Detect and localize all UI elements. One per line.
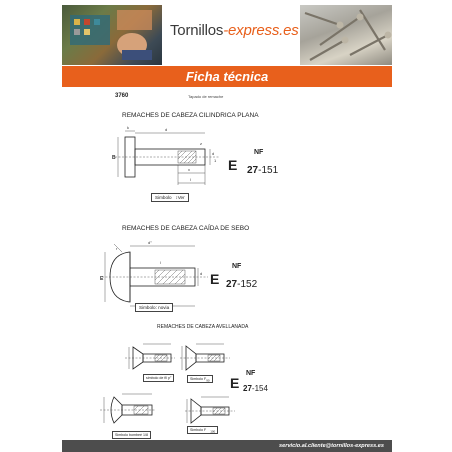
nf-label-1: NF	[254, 149, 264, 156]
symbol-box-1	[151, 186, 189, 204]
standard-num-2: 27	[226, 279, 238, 290]
standard-3	[243, 378, 268, 396]
symbol-box-3c	[112, 423, 151, 441]
symbol-label-1: Simbolo	[155, 195, 172, 200]
brand-name: Tornillos	[170, 22, 224, 39]
photo-tools	[62, 5, 162, 65]
svg-text:E: E	[100, 276, 104, 282]
standard-suffix-2: -152	[237, 279, 258, 290]
nf-label-3: NF	[246, 370, 256, 377]
svg-text:d°: d°	[148, 240, 152, 245]
svg-text:d: d	[165, 127, 168, 132]
standard-suffix-1: -151	[258, 165, 279, 176]
symbol-label-3b: Simbolo F	[190, 377, 207, 381]
e-label-1: E	[228, 157, 238, 173]
svg-text:k: k	[127, 125, 129, 130]
photo-screws	[300, 5, 392, 65]
svg-text:l: l	[160, 260, 161, 265]
standard-1	[247, 160, 278, 178]
banner-title: Ficha técnica	[185, 69, 269, 84]
svg-text:d: d	[212, 151, 215, 156]
svg-text:r: r	[116, 246, 118, 251]
symbol-value-1: ↕Ver	[175, 195, 185, 200]
standard-num-3: 27	[243, 384, 252, 393]
nf-label-2: NF	[232, 263, 242, 270]
svg-text:B: B	[112, 155, 116, 161]
symbol-sub-3b: 90	[206, 378, 210, 383]
brand-logo[interactable]	[170, 22, 299, 39]
standard-num-1: 27	[247, 165, 259, 176]
symbol-sub-3d: 100	[210, 429, 216, 434]
symbol-label-3c: Simbolo bombeé 1/8	[112, 431, 151, 439]
symbol-box-3d	[187, 418, 218, 436]
footer-email-link[interactable]: servicio.al.cliente@tornillos-express.es	[279, 443, 384, 449]
section-title-2: REMACHES DE CABEZA CAÍDA DE SEBO	[122, 225, 250, 232]
svg-text:1: 1	[214, 158, 217, 163]
symbol-label-2: Simbolo: novia	[135, 303, 173, 312]
e-label-2: E	[210, 271, 220, 287]
brand-domain: -express.es	[223, 22, 299, 39]
standard-2	[226, 274, 257, 292]
symbol-box-3b	[187, 367, 213, 385]
svg-text:x: x	[188, 167, 190, 172]
section-title-1: REMACHES DE CABEZA CILINDRICA PLANA	[122, 112, 259, 119]
symbol-box-3a	[143, 366, 174, 384]
diagram-cylindrical-head-rivet	[110, 125, 230, 195]
symbol-box-2	[135, 296, 173, 314]
symbol-label-3a: simbolo de fil p°	[143, 374, 174, 382]
svg-text:l: l	[190, 177, 191, 182]
e-label-3: E	[230, 375, 240, 391]
svg-text:z: z	[200, 141, 202, 146]
section-title-3: REMACHES DE CABEZA AVELLANADA	[157, 324, 249, 330]
svg-text:d: d	[200, 271, 203, 276]
product-description: Tapado de remache	[188, 94, 224, 99]
standard-suffix-3: -154	[251, 384, 268, 393]
symbol-label-3d: Simbolo F	[190, 428, 207, 432]
product-code: 3760	[115, 93, 129, 99]
